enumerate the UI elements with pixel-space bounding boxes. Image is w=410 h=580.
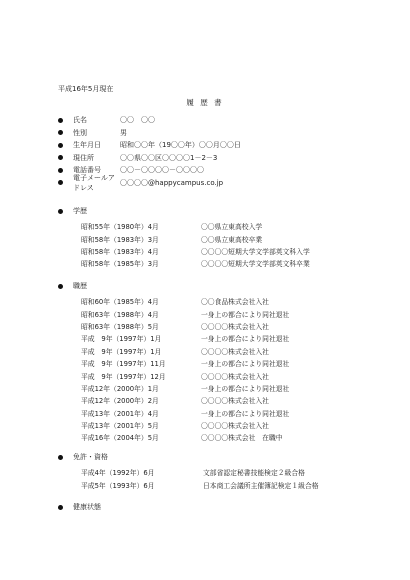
bullet-icon <box>58 209 63 214</box>
personal-row-birthdate <box>58 139 241 152</box>
row-date: 昭和58年（1983年）4月 <box>81 247 159 256</box>
list-item <box>58 478 319 490</box>
row-date: 昭和60年（1985年）4月 <box>81 298 159 307</box>
row-text: 〇〇〇〇短期大学文学部英文科入学 <box>201 247 310 256</box>
personal-value: 昭和〇〇年（19〇〇年）〇〇月〇〇日 <box>120 141 241 150</box>
section-heading-label: 職歴 <box>73 282 87 290</box>
row-text: 〇〇県立東高校卒業 <box>201 235 263 244</box>
personal-label: 現住所 <box>73 153 94 162</box>
personal-row-address <box>58 152 241 165</box>
list-item <box>58 394 289 406</box>
personal-label: 電子メールアドレス <box>73 173 115 192</box>
list-item <box>58 332 289 344</box>
row-date: 平成5年（1993年）6月 <box>81 481 155 490</box>
row-text: 〇〇〇〇株式会社入社 <box>201 397 269 406</box>
list-item <box>58 431 289 443</box>
row-date: 平成 9年（1997年）11月 <box>81 360 166 369</box>
row-text: 〇〇〇〇短期大学文学部英文科卒業 <box>201 260 310 269</box>
section-heading <box>58 502 101 512</box>
personal-value: 〇〇－〇〇〇〇－〇〇〇〇 <box>120 166 204 175</box>
list-item <box>58 245 310 257</box>
list-item <box>58 307 289 319</box>
personal-row-name <box>58 114 241 127</box>
section-heading <box>58 281 289 291</box>
section-heading-label: 免許・資格 <box>73 453 108 461</box>
personal-value: 男 <box>120 128 127 137</box>
section-heading-label: 健康状態 <box>73 503 101 511</box>
bullet-icon <box>58 168 63 173</box>
bullet-icon <box>58 455 63 460</box>
personal-label: 性別 <box>73 128 87 137</box>
licenses-section <box>58 452 319 491</box>
row-date: 昭和58年（1983年）3月 <box>81 235 159 244</box>
list-item <box>58 295 289 307</box>
list-item <box>58 357 289 369</box>
personal-label: 電話番号 <box>73 166 101 175</box>
health-section <box>58 502 101 512</box>
personal-label: 氏名 <box>73 116 87 125</box>
row-date: 平成12年（2000年）2月 <box>81 397 159 406</box>
row-date: 昭和63年（1988年）5月 <box>81 322 159 331</box>
personal-value: 〇〇〇〇@happycampus.co.jp <box>120 178 224 187</box>
row-date: 平成12年（2000年）1月 <box>81 384 159 393</box>
list-item <box>58 382 289 394</box>
row-date: 平成13年（2001年）4月 <box>81 409 159 418</box>
row-text: 〇〇〇〇株式会社入社 <box>201 422 269 431</box>
bullet-icon <box>58 118 63 123</box>
row-text: 一身上の都合により同社退社 <box>201 310 290 319</box>
list-item <box>58 466 319 478</box>
personal-label: 生年月日 <box>73 141 101 150</box>
list-item <box>58 320 289 332</box>
list-item <box>58 407 289 419</box>
row-text: 文部省認定秘書技能検定２級合格 <box>203 469 305 478</box>
section-heading <box>58 206 310 216</box>
row-date: 平成 9年（1997年）1月 <box>81 347 162 356</box>
list-item <box>58 345 289 357</box>
personal-info <box>58 114 241 192</box>
list-item <box>58 419 289 431</box>
bullet-icon <box>58 180 63 185</box>
row-date: 昭和55年（1980年）4月 <box>81 223 159 232</box>
list-item <box>58 232 310 244</box>
row-text: 〇〇〇〇株式会社入社 <box>201 322 269 331</box>
bullet-icon <box>58 130 63 135</box>
row-date: 昭和63年（1988年）4月 <box>81 310 159 319</box>
personal-value: 〇〇県〇〇区〇〇〇〇1－2－3 <box>120 153 218 162</box>
personal-row-email <box>58 173 241 192</box>
row-date: 平成4年（1992年）6月 <box>81 469 155 478</box>
row-text: 一身上の都合により同社退社 <box>201 384 290 393</box>
bullet-icon <box>58 505 63 510</box>
row-text: 〇〇食品株式会社入社 <box>201 298 269 307</box>
document-date: 平成16年5月現在 <box>58 85 114 93</box>
section-heading-label: 学歴 <box>73 207 87 215</box>
row-text: 日本商工会議所主催簿記検定１級合格 <box>203 481 319 490</box>
row-date: 平成13年（2001年）5月 <box>81 422 159 431</box>
row-text: 〇〇県立東高校入学 <box>201 223 263 232</box>
row-text: 一身上の都合により同社退社 <box>201 335 290 344</box>
bullet-icon <box>58 143 63 148</box>
list-item <box>58 369 289 381</box>
row-text: 一身上の都合により同社退社 <box>201 409 290 418</box>
row-date: 平成 9年（1997年）12月 <box>81 372 166 381</box>
row-date: 平成16年（2004年）5月 <box>81 434 159 443</box>
row-date: 昭和58年（1985年）3月 <box>81 260 159 269</box>
row-text: 〇〇〇〇株式会社入社 <box>201 372 269 381</box>
section-heading <box>58 452 319 462</box>
education-section <box>58 206 310 270</box>
document-title: 履 歴 書 <box>186 98 224 107</box>
row-date: 平成 9年（1997年）1月 <box>81 335 162 344</box>
personal-value: 〇〇 〇〇 <box>120 116 155 125</box>
work-section <box>58 281 289 444</box>
row-text: 〇〇〇〇株式会社 在職中 <box>201 434 283 443</box>
list-item <box>58 257 310 269</box>
row-text: 〇〇〇〇株式会社入社 <box>201 347 269 356</box>
bullet-icon <box>58 284 63 289</box>
list-item <box>58 220 310 232</box>
row-text: 一身上の都合により同社退社 <box>201 360 290 369</box>
bullet-icon <box>58 155 63 160</box>
personal-row-gender <box>58 127 241 140</box>
